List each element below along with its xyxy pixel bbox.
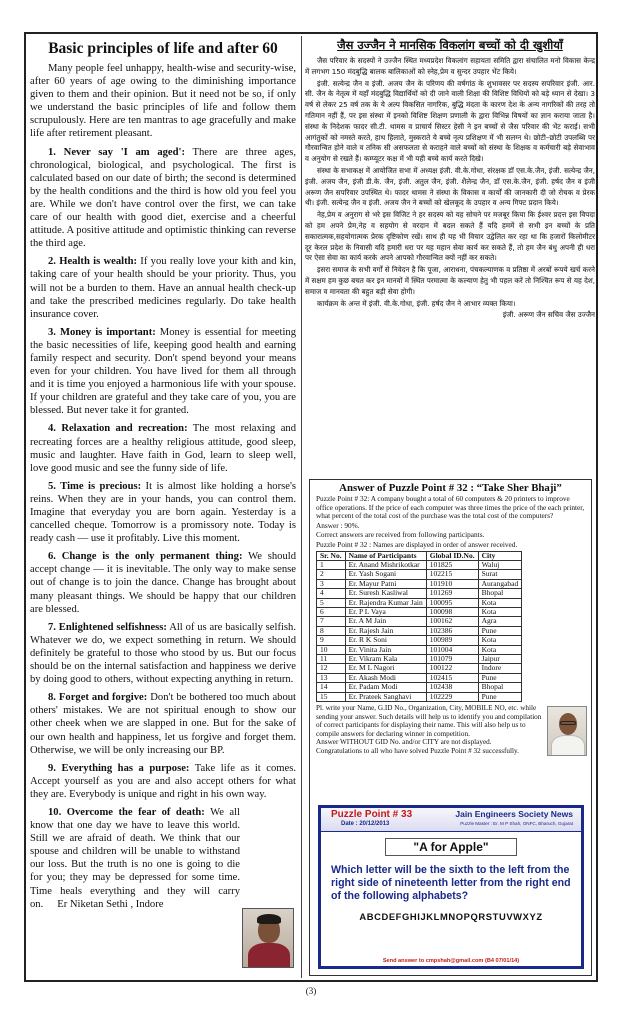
names-line: Puzzle Point # 32 : Names are displayed in order of answer received. [316, 539, 518, 549]
table-row [317, 664, 522, 673]
table-column-header: Name of Participants [345, 551, 426, 560]
puzzle-card-theme: "A for Apple" [385, 838, 517, 856]
point-heading: 8. Forget and forgive: [48, 692, 148, 704]
table-cell: 100122 [426, 664, 478, 673]
table-column-header: Global ID.No. [426, 551, 478, 560]
table-cell: 101079 [426, 655, 478, 664]
table-cell: Er. M L Nagori [345, 664, 426, 673]
table-row [317, 617, 522, 626]
hindi-paragraph: कार्यक्रम के अन्त में इंजी. वी.के.गोधा, इंजी. हर्षद जैन ने आभार व्यक्त किया। [317, 298, 516, 308]
table-cell: 3 [317, 579, 346, 588]
table-cell: 100095 [426, 598, 478, 607]
table-column-header: Sr. No. [317, 551, 346, 560]
table-cell: Surat [478, 570, 522, 579]
point-heading: 4. Relaxation and recreation: [48, 423, 188, 435]
point-heading: 1. Never say 'I am aged': [48, 146, 185, 158]
table-cell: 101910 [426, 579, 478, 588]
puzzle-answer-box [309, 479, 592, 976]
table-cell: 14 [317, 683, 346, 692]
table-cell: Waluj [478, 560, 522, 569]
english-article [30, 38, 296, 916]
article-point [30, 691, 296, 756]
article-point [30, 326, 296, 418]
table-cell: 102229 [426, 692, 478, 701]
puzzle-card-title: Puzzle Point # 33 [331, 809, 413, 820]
table-cell: Indore [478, 664, 522, 673]
table-cell: Bhopal [478, 683, 522, 692]
table-cell: 100989 [426, 636, 478, 645]
table-cell: Er. Anand Mishrikotkar [345, 560, 426, 569]
table-cell: 4 [317, 589, 346, 598]
point-text: The most relaxing and recreating forces are a healthy religious attitude, good sleep, music and laughter. Have faith in God, learn to sleep well, love good music and see the funny side of life. [30, 423, 296, 474]
column-divider [301, 36, 302, 978]
table-cell: 2 [317, 570, 346, 579]
table-cell: 101825 [426, 560, 478, 569]
table-cell: Bhopal [478, 589, 522, 598]
table-row [317, 570, 522, 579]
table-cell: 11 [317, 655, 346, 664]
table-cell: Pune [478, 626, 522, 635]
note-congrats: Congratulations to all who have solved Puzzle Point # 32 successfully. [316, 747, 519, 756]
table-cell: 9 [317, 636, 346, 645]
point-heading: 2. Health is wealth: [48, 256, 138, 268]
article-points [30, 146, 296, 911]
table-cell: Er. Prateek Sanghavi [345, 692, 426, 701]
point-text: We all know that one day we have to leave this world. Still we are afraid of death. We think that our spouse and children will be unable to withstand our loss. But the truth is no one is going to die for you; they may be depressed for some time. Time heals everything and they will carry on. [30, 806, 241, 910]
page-number: (3) [305, 986, 317, 996]
puzzle-card-org: Jain Engineers Society News [455, 809, 573, 819]
point-text: If you really love your kith and kin, taking care of your health should be your priority. Thus, you will not be a burden to them. Have an annual health check-up and take the prescribed medicines regularly. Do take health insurance cover. [30, 256, 296, 320]
table-cell: 6 [317, 608, 346, 617]
puzzle-card-question: Which letter will be the sixth to the left from the right side of nineteenth letter from the right end of the following alphabets? [331, 864, 571, 902]
article-point [30, 422, 296, 474]
article-point [30, 255, 296, 320]
table-cell: 102386 [426, 626, 478, 635]
note-gid: Answer WITHOUT GID No. and/or CITY are not displayed. [316, 738, 492, 747]
hindi-paragraph: जैस परिवार के सदस्यों ने उज्जैन स्थित मध्यप्रदेश विकलांग सहायता समिति द्वारा संचालित मनो विकास केन्द्र में लगभग 150 मंदबुद्धि बालक बालिकाओं को स्नेह,प्रेम व सुन्दर उपहार भेंट किये। [305, 56, 595, 76]
puzzle-notes [310, 702, 591, 756]
correct-line: Correct answers are received from following participants. [316, 530, 485, 540]
table-row [317, 692, 522, 701]
point-heading: 7. Enlightened selfishness: [48, 621, 167, 633]
table-cell: Er. Suresh Kasliwal [345, 589, 426, 598]
puzzle-card-date: Date : 20/12/2013 [341, 821, 390, 827]
point-text: Don't be bothered too much about others' mistakes. We are not spiritual enough to show our other cheek when we are slapped in one. But for the sake of our own health and happiness, let us forgive and forget them. Otherwise, we will be only increasing our BP. [30, 692, 296, 756]
article-point [30, 621, 296, 686]
table-cell: Er. Yash Sogani [345, 570, 426, 579]
hindi-title: जैस उज्जैन ने मानसिक विकलांग बच्चों को दी खुशीयाँ [337, 38, 563, 52]
point-heading: 9. Everything has a purpose: [48, 762, 190, 774]
note-details: Pl. write your Name, G.ID No., Organization, City, MOBILE NO, etc. while sending your answer. Such details will help us to identify you and compilation of correct participants for displaying their name. This will also help us to compile answers for declaring winner in competition. [316, 704, 542, 738]
hindi-body [305, 56, 595, 321]
table-cell: Er. Mayur Patni [345, 579, 426, 588]
author-name: Er Niketan Sethi , Indore [57, 898, 164, 910]
puzzle-card-header [321, 808, 581, 832]
table-row [317, 589, 522, 598]
signature-text: इंजी. अरूण जैन सचिव जैस उज्जैन [502, 310, 595, 320]
table-cell: 5 [317, 598, 346, 607]
table-cell: Er. Akash Modi [345, 673, 426, 682]
point-heading: 10. Overcome the fear of death: [48, 806, 205, 818]
hindi-paragraph: संस्था के सभाकक्ष में आयोजित सभा में अध्यक्ष इंजी. वी.के.गोधा, संरक्षक डॉ एस.के.जैन, इंजी. सत्येन्द्र जैन, इंजी. अजय जैन, इंजी डी.के. जैन, इंजी. अतुल जैन, इंजी. शैलेन्द्र जैन, डॉ एस.के.जैन, इंजी. हर्षद जैन व इंजी अरूण जैन सपरिवार उपस्थित थे। फादर थामस ने संस्था के विकास व कार्यों की जानकारी दी जो रोचक व प्रेरक थी। इंजी. सत्येन्द्र जैन व इंजी. अजय जैन ने बच्चों को खेलकूद के उपहार व अन्य गिफ्ट प्रदान किये। [305, 165, 595, 208]
point-heading: 3. Money is important: [48, 326, 156, 338]
table-cell: Aurangabad [478, 579, 522, 588]
table-cell: 13 [317, 673, 346, 682]
puzzle-question: Puzzle Point # 32: A company bought a total of 60 computers & 20 printers to improve office operations. If the price of each computer was three times the price of the each printer, what percent of the total cost of the purchase was the total cost of the computers? [316, 494, 585, 521]
table-cell: Jaipur [478, 655, 522, 664]
point-heading: 6. Change is the only permanent thing: [48, 551, 243, 563]
table-cell: 10 [317, 645, 346, 654]
point-text: We should accept change — it is inevitable. The only way to make sense out of change is to join the dance. Change has brought about many pleasant things. We should be happy that our children are blessed. [30, 551, 296, 615]
table-cell: 102215 [426, 570, 478, 579]
point-text: It is almost like holding a horse's reins. When they are in your hands, you can control them. Imagine that everyday you are born again. Yesterday is a cancelled cheque. Tomorrow is a promissory note. Today is ready cash — use it profitably. Live this moment. [30, 480, 296, 545]
table-cell: 101004 [426, 645, 478, 654]
article-title: Basic principles of life and after 60 [48, 40, 278, 57]
table-cell: Er. R K Soni [345, 636, 426, 645]
article-point [30, 550, 296, 615]
table-cell: Kota [478, 598, 522, 607]
table-cell: 100162 [426, 617, 478, 626]
table-cell: Kota [478, 636, 522, 645]
table-cell: Er. Padam Modi [345, 683, 426, 692]
table-cell: Pune [478, 692, 522, 701]
article-point [30, 762, 296, 801]
point-heading: 5. Time is precious: [48, 480, 142, 492]
hindi-paragraph: इसरा समाज के सभी वर्गों से निवेदन है कि पूजा, आराधना, पंचकल्याणक व प्रतिष्ठा में अरबों रूपये खर्च करने में सक्षम हम कुछ बचत कर इन मानवों में स्थित परमात्मा के कल्याण हेतु भी पहल करें तो निश्चित रूप से यह देश, समाज व मानवता की बहुत बड़ी सेवा होगी। [305, 265, 595, 296]
article-point [30, 480, 296, 545]
table-cell: Er. Rajendra Kumar Jain [345, 598, 426, 607]
table-row [317, 636, 522, 645]
article-point [30, 146, 296, 251]
hindi-article [305, 38, 595, 321]
puzzle-card-alphabet: ABCDEFGHIJKLMNOPQRSTUVWXYZ [359, 911, 543, 922]
hindi-signature [305, 310, 595, 321]
table-cell: Pune [478, 673, 522, 682]
hindi-paragraph: इंजी. सत्येन्द्र जैन व इंजी. अजय जैन के परिणय की वर्षगांठ के शुभावसर पर सदस्य सपरिवार इंजी. आर. सी. जैन के नेतृत्व में यहाँ मंदबुद्धि विद्यार्थियों को दी जाने वाली शिक्षा की विशिष्ट विधियों को बड़े ध्यान से देखा। 3 वर्ष से लेकर 25 वर्ष तक के ये अल्प विकसित नागरिक, बुद्धि मंदता के कारण देश के अन्य नागरिकों की तरह तो गतिमान नहीं हैं, पर इस संस्था में इनको विशिष्ट शिक्षण प्रणाली के द्वारा विभिन्न विषयों का ज्ञान कराया जाता है। संस्था के निदेशक फादर सी.टी. थामस व प्राचार्य सिस्टर हेसी ने इन बच्चों से जैस परिवार की भेंट कराई। सभी आगंतुकों को नमस्ते करते, हाथ हिलाते, मुस्कराते ये बच्चे नृत्य प्रशिक्षण में भी सलग्न थे। छोटी–छोटी उपलब्धि पर गौरवान्वित होने वाले व तनिक सी असफलता से कराहने वाले बच्चों को संस्था के शिक्षक व कर्मचारी बड़े सेवाभाव व अनुयोग से रखते हैं। कम्प्यूटर कक्ष में भी यही बच्चे कार्य करते दिखे। [305, 78, 595, 164]
table-cell: Agra [478, 617, 522, 626]
table-cell: 15 [317, 692, 346, 701]
point-text: Money is essential for meeting the basic necessities of life, keeping good health and earning family respect and security. Don't spend beyond your means even for your children. You have lived for them all through and it is time you enjoyed a harmonious life with your spouse. If your children are grateful and they take care of you, you are blessed. But never take it for granted. [30, 326, 297, 417]
table-cell: Er. Vikram Kala [345, 655, 426, 664]
article-intro: Many people feel unhappy, health-wise and security-wise, after 60 years of age owing to the diminishing importance given to them and their opinion. But it need not be so, if only we understand the basic principles of life and follow them scrupulously. Here are ten mantras to age gracefully and make life after retirement pleasant. [30, 63, 296, 140]
table-column-header: City [478, 551, 522, 560]
table-cell: Kota [478, 645, 522, 654]
point-text: Take life as it comes. Accept yourself as you are and also accept others for what they are. Everybody is unique and right in his own way. [30, 762, 296, 800]
table-cell: Er. A M Jain [345, 617, 426, 626]
table-cell: 1 [317, 560, 346, 569]
puzzle-answer: Answer : 90%. [316, 520, 360, 530]
table-cell: Er. Vinita Jain [345, 645, 426, 654]
table-cell: 102438 [426, 683, 478, 692]
puzzle-master-photo [547, 706, 587, 756]
article-point [30, 806, 296, 911]
table-cell: 7 [317, 617, 346, 626]
participants-table [316, 551, 522, 703]
table-row [317, 683, 522, 692]
table-cell: Er. P L Vaya [345, 608, 426, 617]
puzzle-answer-title: Answer of Puzzle Point # 32 : “Take Sher Bhaji” [339, 482, 562, 494]
table-cell: Er. Rajesh Jain [345, 626, 426, 635]
table-cell: 8 [317, 626, 346, 635]
table-cell: 100098 [426, 608, 478, 617]
hindi-paragraph: नेह,प्रेम व अनुराग से भरे इस विजिट ने हर सदस्य को यह सोचने पर मजबूर किया कि ईश्वर प्रदत्त इस विपदा को हम अपने प्रेम,नेह व सहयोग से वरदान में बदल सकते हैं यदि हममें से सभी इन बच्चों के प्रति सकारात्मक,सहयोगात्मक प्रेरक दृष्टिकोण रखें। साथ ही यह भी विचार उद्वेलित कर रहा था कि हजारों किलोमीटर दूर केरल प्रदेश के निवासी यदि हमारी धरा पर यह महान सेवा कार्य कर सकते हैं, तो हम जैन बंधु अपनी ही धरा पर ऐसा सेवा का कार्य करके अपने आपको गौरवान्वित क्यों नहीं कर सकते। [305, 210, 595, 263]
table-cell: 101269 [426, 589, 478, 598]
author-photo [242, 908, 294, 968]
point-text: All of us are basically selfish. Whatever we do, we expect something in return. We should definitely be grateful to those who stood by us. But our focus should be on the internal satisfaction and happiness we derive by doing good to others, without expecting anything in return. [30, 621, 296, 686]
table-cell: Kota [478, 608, 522, 617]
puzzle-card-footer: Send answer to cmpshah@gmail.com (B4 07/01/14) [382, 958, 520, 964]
table-cell: 12 [317, 664, 346, 673]
puzzle-card-master: Puzzle Master : Er. M P Shah, ONFC, Bharuch, Gujarat [460, 821, 573, 826]
point-text: There are three ages, chronological, biological, and psychological. The first is calculated based on our date of birth; the second is determined by the health conditions and the third is how old you feel you are. While we don't have control over the first, we can take care of our health with good diet, exercise and a cheerful attitude. A positive attitude and optimistic thinking can reverse the third age. [30, 146, 296, 250]
puzzle-card [318, 805, 584, 969]
table-cell: 102415 [426, 673, 478, 682]
